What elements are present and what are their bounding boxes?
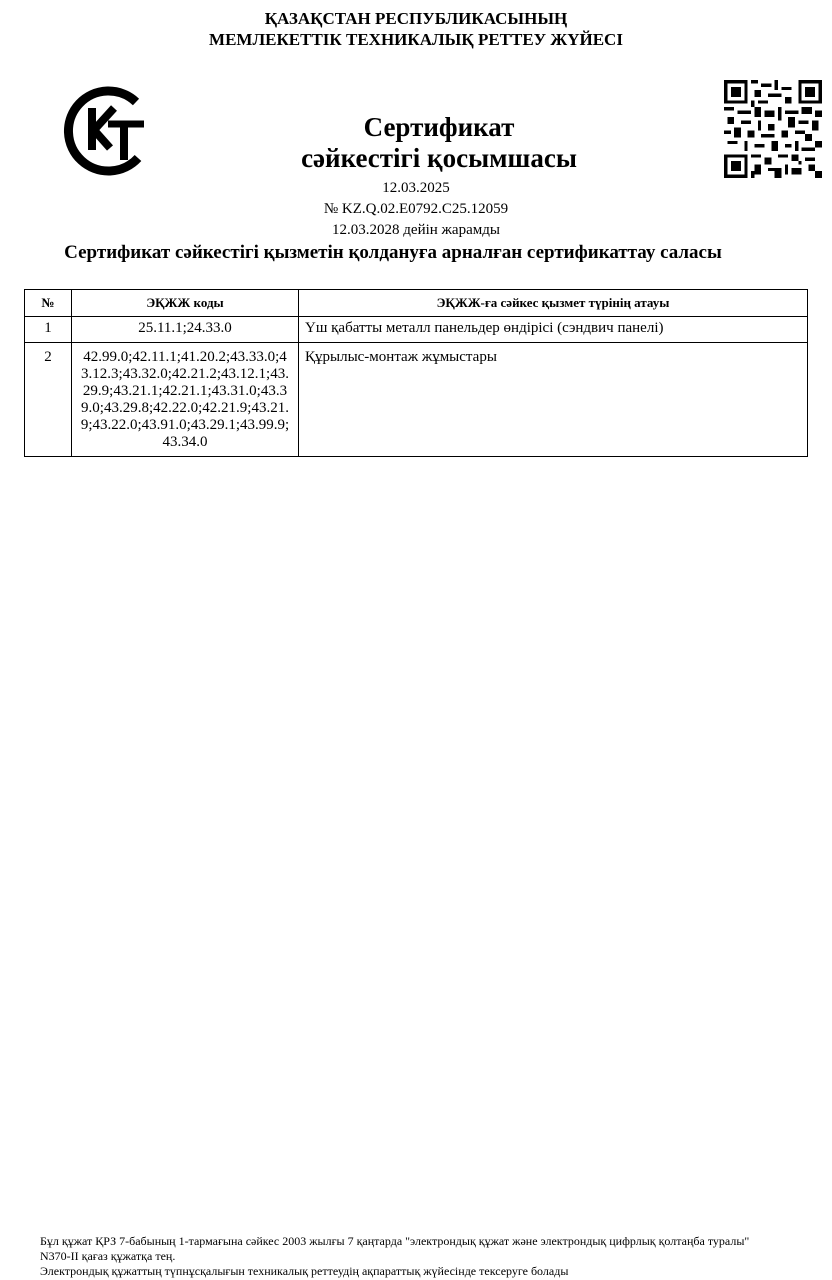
header-name: ЭҚЖЖ-ға сәйкес қызмет түрінің атауы	[299, 290, 808, 317]
certificate-title-block	[46, 112, 832, 241]
footer-line-1: Бұл құжат ҚРЗ 7-бабының 1-тармағына сәйкес 2003 жылғы 7 қаңтарда "электрондық құжат және электрондық цифрлық қолтаңба туралы"	[40, 1234, 750, 1248]
document-header	[0, 8, 832, 50]
table-row	[25, 343, 808, 457]
row-name: Құрылыс-монтаж жұмыстары	[299, 343, 808, 457]
row-code	[72, 343, 299, 457]
row-name: Үш қабатты металл панельдер өндірісі (сэндвич панелі)	[299, 317, 808, 343]
table-header-row	[25, 290, 808, 317]
row-code-text: 42.99.0;42.11.1;41.20.2;43.33.0;43.12.3;43.32.0;42.21.2;43.12.1;43.29.9;43.21.1;42.21.1;43.31.0;43.39.0;43.29.8;42.22.0;42.21.9;43.21.9;43.22.0;43.91.0;43.29.1;43.99.9;43.34.0	[80, 349, 290, 450]
scope-title: Сертификат сәйкестігі қызметін қолдануға арналған сертификаттау саласы	[64, 242, 722, 263]
certificate-date: 12.03.2025	[382, 180, 450, 196]
header-number: №	[25, 290, 72, 317]
header-line-2: МЕМЛЕКЕТТІК ТЕХНИКАЛЫҚ РЕТТЕУ ЖҮЙЕСІ	[209, 30, 623, 49]
table-row	[25, 317, 808, 343]
row-code: 25.11.1;24.33.0	[72, 317, 299, 343]
footer-line-2: N370-II қағаз құжатқа тең.	[40, 1249, 176, 1263]
header-line-1: ҚАЗАҚСТАН РЕСПУБЛИКАСЫНЫҢ	[264, 9, 568, 28]
certificate-number: № KZ.Q.02.E0792.C25.12059	[323, 201, 509, 217]
document-footer	[40, 1234, 820, 1279]
row-number: 2	[25, 343, 72, 457]
certificate-subtitle: сәйкестігі қосымшасы	[301, 143, 577, 173]
header-code: ЭҚЖЖ коды	[72, 290, 299, 317]
activity-table	[24, 289, 808, 457]
footer-line-3: Электрондық құжаттың түпнұсқалығын техникалық реттеудің ақпараттық жүйесінде тексеруге болады	[40, 1264, 569, 1278]
certificate-validity: 12.03.2028 дейін жарамды	[332, 222, 500, 238]
certificate-title: Сертификат	[363, 112, 515, 142]
row-number: 1	[25, 317, 72, 343]
